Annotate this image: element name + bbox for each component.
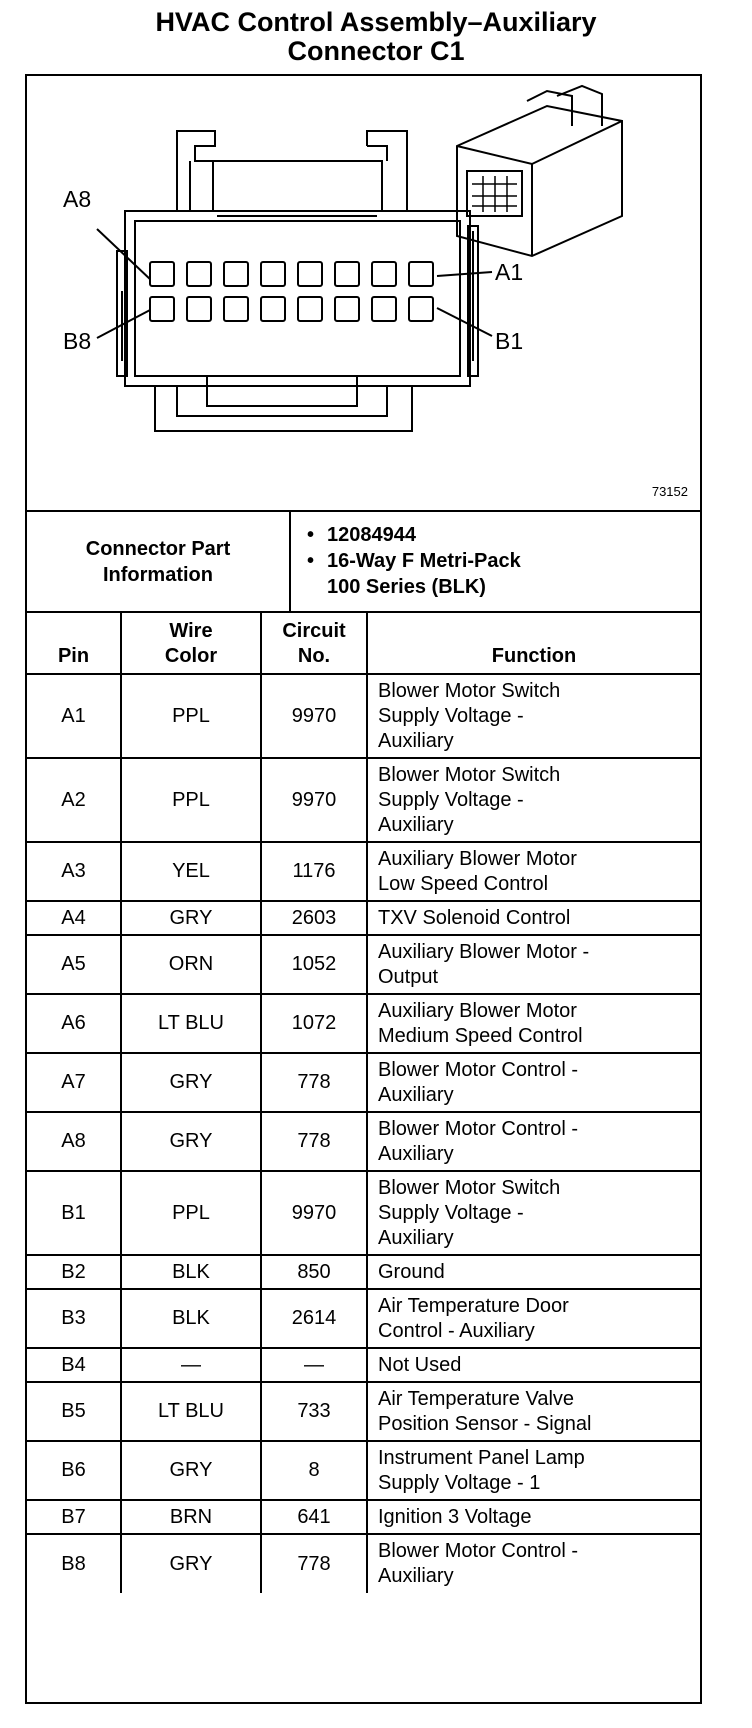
wire-color-cell: BRN bbox=[121, 1500, 261, 1534]
pin-cell: A3 bbox=[27, 842, 121, 901]
function-line: Blower Motor Control - bbox=[378, 1117, 579, 1140]
circuit-cell: — bbox=[261, 1348, 367, 1382]
function-line: Auxiliary bbox=[378, 1226, 454, 1249]
table-row bbox=[27, 1441, 700, 1500]
function-line: Blower Motor Control - bbox=[378, 1540, 579, 1562]
wire-color-cell: LT BLU bbox=[121, 994, 261, 1053]
function-line: Not Used bbox=[378, 1353, 462, 1376]
pin-cell: B3 bbox=[27, 1289, 121, 1348]
title-line-1: HVAC Control Assembly–Auxiliary bbox=[155, 7, 597, 37]
circuit-cell: 641 bbox=[261, 1500, 367, 1534]
function-line: Supply Voltage - bbox=[378, 704, 524, 727]
function-line: Ground bbox=[378, 1260, 445, 1283]
table-header-row bbox=[27, 613, 700, 674]
table-row bbox=[27, 842, 700, 901]
function-cell bbox=[367, 1289, 700, 1348]
wire-color-cell: BLK bbox=[121, 1255, 261, 1289]
function-cell bbox=[367, 1053, 700, 1112]
function-line: Auxiliary Blower Motor - bbox=[378, 940, 590, 963]
wire-color-cell: GRY bbox=[121, 1534, 261, 1593]
function-line: Instrument Panel Lamp bbox=[378, 1446, 585, 1469]
pin-cell: B4 bbox=[27, 1348, 121, 1382]
part-info-heading-line-1: Connector Part bbox=[85, 537, 231, 560]
figure-number: 73152 bbox=[651, 484, 688, 499]
function-line: Auxiliary bbox=[378, 1565, 454, 1587]
table-row bbox=[27, 1112, 700, 1171]
part-info-heading bbox=[27, 512, 291, 611]
circuit-cell: 9970 bbox=[261, 1171, 367, 1255]
wire-color-cell: PPL bbox=[121, 758, 261, 842]
circuit-cell: 1176 bbox=[261, 842, 367, 901]
function-cell bbox=[367, 842, 700, 901]
function-cell bbox=[367, 994, 700, 1053]
function-line: Auxiliary bbox=[378, 1083, 454, 1106]
table-row bbox=[27, 1255, 700, 1289]
circuit-cell: 8 bbox=[261, 1441, 367, 1500]
wire-color-cell: GRY bbox=[121, 901, 261, 935]
function-cell bbox=[367, 1441, 700, 1500]
label-a8: A8 bbox=[63, 186, 92, 212]
table-row bbox=[27, 1289, 700, 1348]
part-number: • 12084944 bbox=[303, 522, 521, 548]
function-line: Supply Voltage - bbox=[378, 1201, 524, 1224]
function-line: Auxiliary bbox=[378, 813, 454, 836]
wire-color-cell: — bbox=[121, 1348, 261, 1382]
table-row bbox=[27, 1053, 700, 1112]
table-row bbox=[27, 674, 700, 758]
pin-cell: A8 bbox=[27, 1112, 121, 1171]
connector-sheet bbox=[25, 74, 702, 1704]
wire-color-cell: GRY bbox=[121, 1112, 261, 1171]
function-line: Blower Motor Control - bbox=[378, 1058, 579, 1081]
pin-row-a bbox=[150, 262, 433, 286]
connector-diagram bbox=[27, 76, 700, 512]
part-info-heading-line-2: Information bbox=[103, 563, 213, 586]
table-row bbox=[27, 1348, 700, 1382]
function-line: TXV Solenoid Control bbox=[378, 906, 571, 929]
table-row bbox=[27, 758, 700, 842]
pin-cell: A1 bbox=[27, 674, 121, 758]
pin-cell: B7 bbox=[27, 1500, 121, 1534]
function-line: Air Temperature Valve bbox=[378, 1387, 575, 1410]
page-title bbox=[0, 8, 752, 66]
function-line: Auxiliary Blower Motor bbox=[378, 999, 577, 1022]
circuit-cell: 778 bbox=[261, 1053, 367, 1112]
column-header-circuit: Circuit No. bbox=[261, 613, 367, 674]
function-line: Blower Motor Switch bbox=[378, 679, 561, 702]
table-row bbox=[27, 1382, 700, 1441]
circuit-cell: 9970 bbox=[261, 758, 367, 842]
function-line: Output bbox=[378, 965, 439, 988]
function-cell bbox=[367, 1348, 700, 1382]
part-info-details bbox=[303, 522, 521, 600]
connector-series: 100 Series (BLK) bbox=[327, 576, 486, 598]
pin-cell: A5 bbox=[27, 935, 121, 994]
pin-cell: B5 bbox=[27, 1382, 121, 1441]
function-cell bbox=[367, 935, 700, 994]
pin-cell: B1 bbox=[27, 1171, 121, 1255]
pin-cell: B6 bbox=[27, 1441, 121, 1500]
circuit-cell: 9970 bbox=[261, 674, 367, 758]
function-cell bbox=[367, 1171, 700, 1255]
function-line: Ignition 3 Voltage bbox=[378, 1505, 532, 1528]
function-line: Supply Voltage - 1 bbox=[378, 1471, 541, 1494]
table-row bbox=[27, 994, 700, 1053]
function-line: Auxiliary Blower Motor bbox=[378, 847, 577, 870]
function-cell bbox=[367, 1382, 700, 1441]
label-b1: B1 bbox=[495, 328, 524, 354]
wire-color-cell: BLK bbox=[121, 1289, 261, 1348]
column-header-pin: Pin bbox=[27, 613, 121, 674]
circuit-cell: 733 bbox=[261, 1382, 367, 1441]
column-header-function: Function bbox=[367, 613, 700, 674]
title-line-2: Connector C1 bbox=[287, 36, 465, 66]
circuit-cell: 1052 bbox=[261, 935, 367, 994]
circuit-cell: 1072 bbox=[261, 994, 367, 1053]
circuit-cell: 850 bbox=[261, 1255, 367, 1289]
function-line: Auxiliary bbox=[378, 729, 454, 752]
connector-drawing bbox=[27, 76, 700, 510]
table-row bbox=[27, 1500, 700, 1534]
function-cell bbox=[367, 1500, 700, 1534]
connector-part-info bbox=[27, 512, 700, 613]
function-line: Medium Speed Control bbox=[378, 1024, 583, 1047]
pin-cell: A4 bbox=[27, 901, 121, 935]
circuit-cell: 2614 bbox=[261, 1289, 367, 1348]
wire-color-cell: GRY bbox=[121, 1441, 261, 1500]
label-a1: A1 bbox=[495, 259, 524, 285]
function-cell bbox=[367, 1255, 700, 1289]
function-line: Supply Voltage - bbox=[378, 788, 524, 811]
function-line: Blower Motor Switch bbox=[378, 763, 561, 786]
table-row bbox=[27, 901, 700, 935]
function-line: Air Temperature Door bbox=[378, 1294, 569, 1317]
wire-color-cell: LT BLU bbox=[121, 1382, 261, 1441]
pin-cell: B8 bbox=[27, 1534, 121, 1593]
pinout-table bbox=[27, 613, 700, 1593]
circuit-cell: 778 bbox=[261, 1534, 367, 1593]
wire-color-cell: YEL bbox=[121, 842, 261, 901]
function-line: Blower Motor Switch bbox=[378, 1176, 561, 1199]
function-cell bbox=[367, 901, 700, 935]
table-row bbox=[27, 1534, 700, 1593]
pin-cell: A7 bbox=[27, 1053, 121, 1112]
wire-color-cell: PPL bbox=[121, 1171, 261, 1255]
label-b8: B8 bbox=[63, 328, 92, 354]
function-line: Low Speed Control bbox=[378, 872, 549, 895]
circuit-cell: 778 bbox=[261, 1112, 367, 1171]
pin-cell: A6 bbox=[27, 994, 121, 1053]
table-row bbox=[27, 1171, 700, 1255]
pin-cell: A2 bbox=[27, 758, 121, 842]
function-cell bbox=[367, 1534, 700, 1593]
wire-color-cell: PPL bbox=[121, 674, 261, 758]
column-header-wire-color: Wire Color bbox=[121, 613, 261, 674]
function-line: Position Sensor - Signal bbox=[378, 1412, 592, 1435]
function-cell bbox=[367, 674, 700, 758]
function-cell bbox=[367, 758, 700, 842]
function-line: Control - Auxiliary bbox=[378, 1319, 535, 1342]
function-cell bbox=[367, 1112, 700, 1171]
wire-color-cell: GRY bbox=[121, 1053, 261, 1112]
pinout-rows bbox=[27, 674, 700, 1593]
pin-cell: B2 bbox=[27, 1255, 121, 1289]
function-line: Auxiliary bbox=[378, 1142, 454, 1165]
circuit-cell: 2603 bbox=[261, 901, 367, 935]
pin-row-b bbox=[150, 297, 433, 321]
connector-type: • 16-Way F Metri-Pack bbox=[303, 548, 521, 574]
wire-color-cell: ORN bbox=[121, 935, 261, 994]
table-row bbox=[27, 935, 700, 994]
